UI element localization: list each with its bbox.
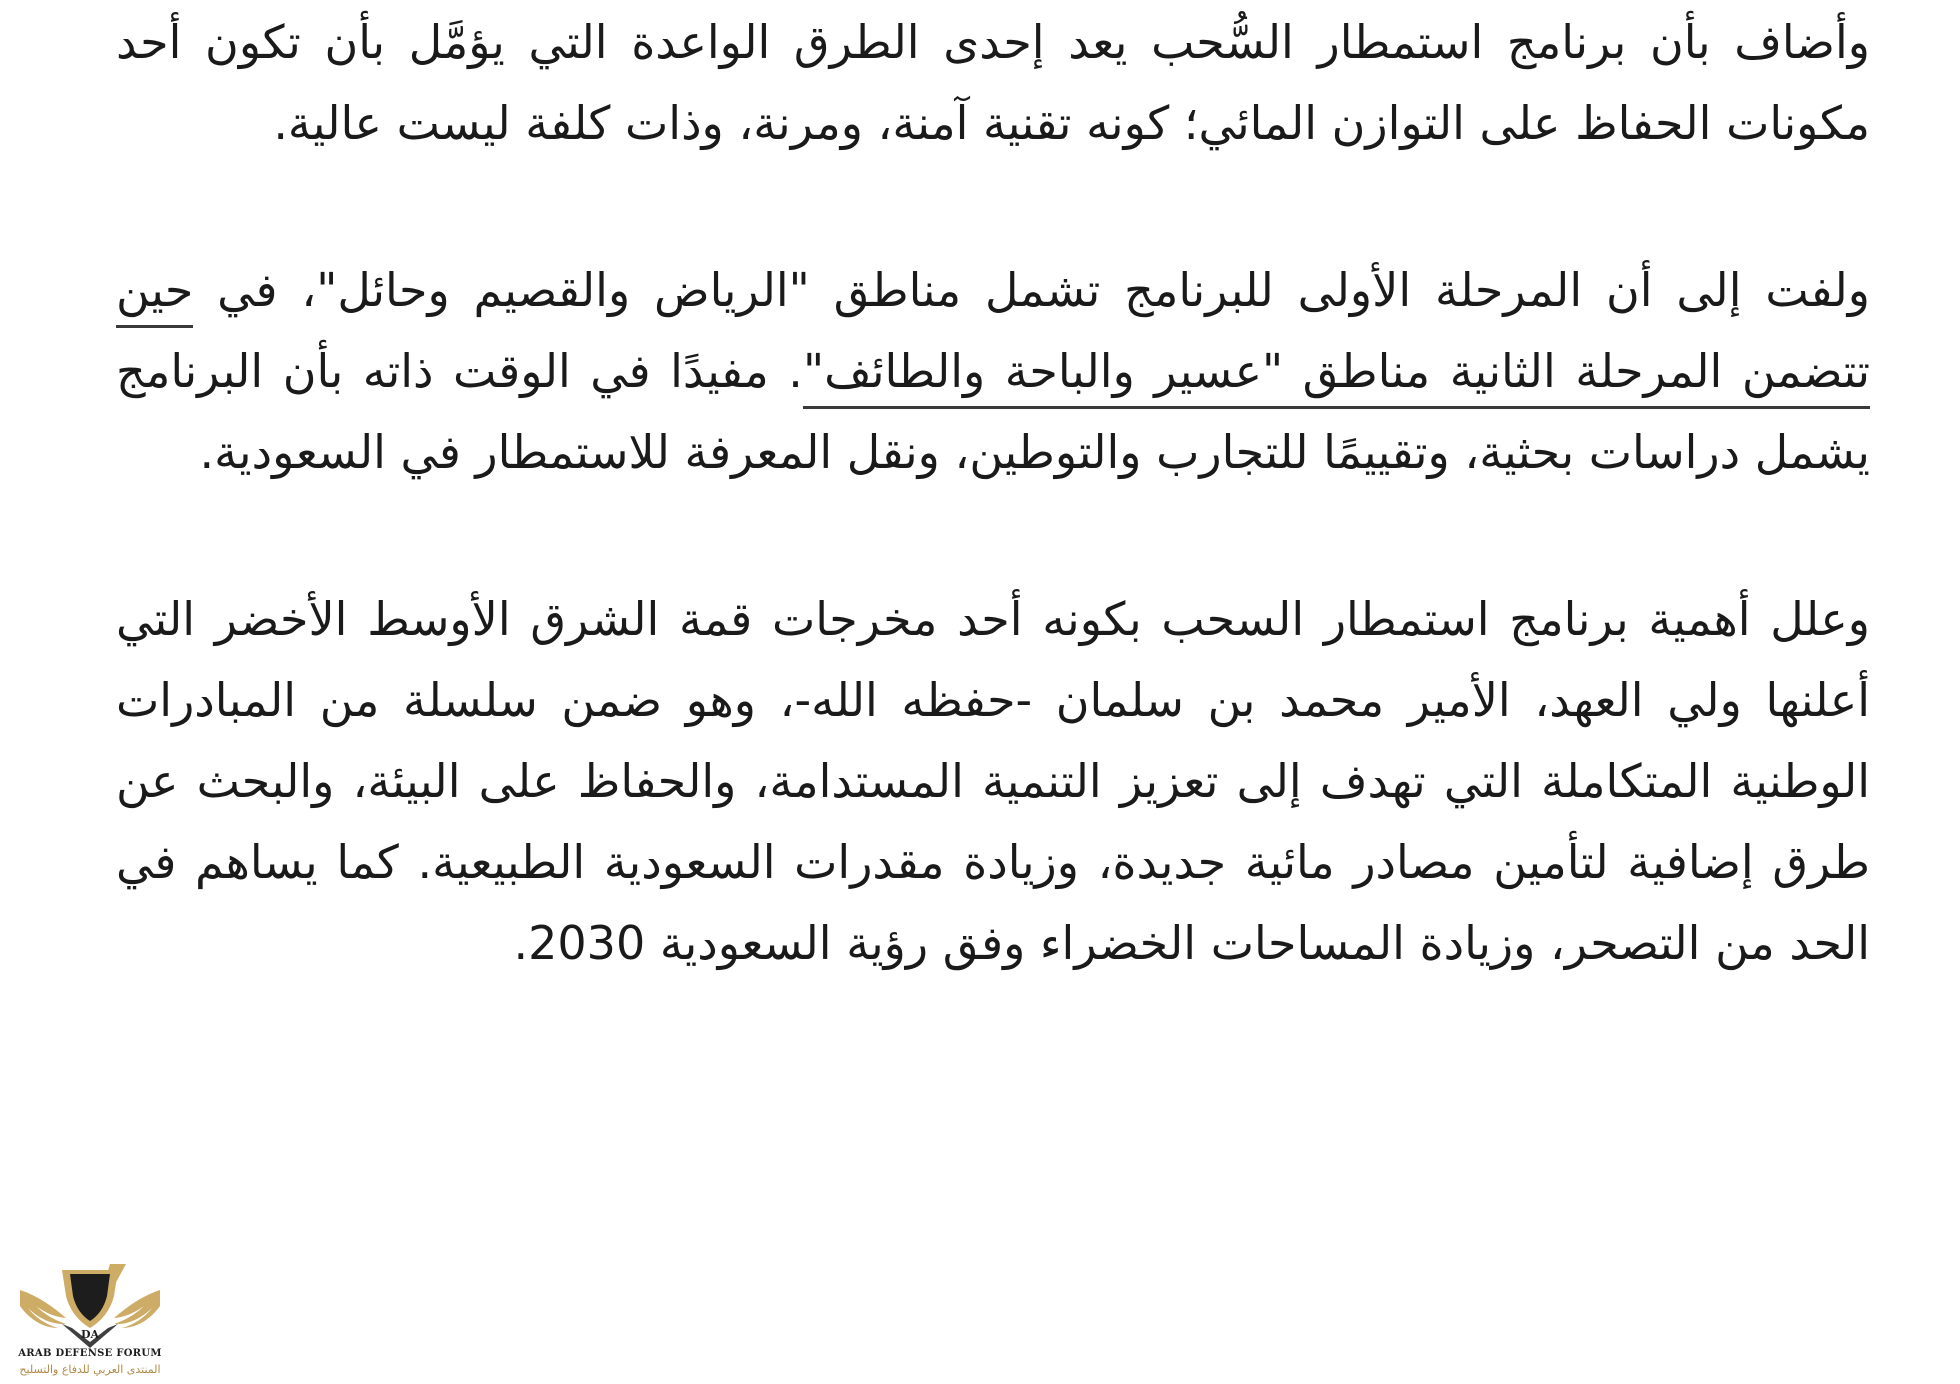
- article-paragraph-2: [116, 250, 1870, 493]
- underlined-text: حين تتضمن المرحلة الثانية مناطق "عسير والباحة والطائف": [116, 263, 1870, 409]
- paragraph-text-after-underline: . مفيدًا في الوقت ذاته بأن البرنامج يشمل دراسات بحثية، وتقييمًا للتجارب والتوطين، ونقل المعرفة للاستمطار في السعودية.: [116, 344, 1870, 479]
- forum-logo-icon: [14, 1262, 166, 1350]
- paragraph-text-before-underline: ولفت إلى أن المرحلة الأولى للبرنامج تشمل مناطق "الرياض والقصيم وحائل"، في: [193, 263, 1870, 317]
- forum-name-english: ARAB DEFENSE FORUM: [18, 1348, 162, 1359]
- emblem-initials: DA: [80, 1328, 100, 1341]
- article-paragraph-1: وأضاف بأن برنامج استمطار السُّحب يعد إحدى الطرق الواعدة التي يؤمَّل بأن تكون أحد مكونات الحفاظ على التوازن المائي؛ كونه تقنية آمنة، ومرنة، وذات كلفة ليست عالية.: [116, 15, 1870, 150]
- article-paragraph-3: وعلل أهمية برنامج استمطار السحب بكونه أحد مخرجات قمة الشرق الأوسط الأخضر التي أعلنها ولي العهد، الأمير محمد بن سلمان -حفظه الله-، وهو ضمن سلسلة من المبادرات الوطنية المتكاملة التي تهدف إلى تعزيز التنمية المستدامة، والحفاظ على البيئة، والبحث عن طرق إضافية لتأمين مصادر مائية جديدة، وزيادة مقدرات السعودية الطبيعية. كما يساهم في الحد من التصحر، وزيادة المساحات الخضراء وفق رؤية السعودية 2030.: [116, 592, 1870, 970]
- arab-defense-forum-watermark: [14, 1262, 166, 1382]
- forum-name-arabic: المنتدى العربي للدفاع والتسليح: [19, 1363, 161, 1376]
- article-body: [116, 2, 1870, 984]
